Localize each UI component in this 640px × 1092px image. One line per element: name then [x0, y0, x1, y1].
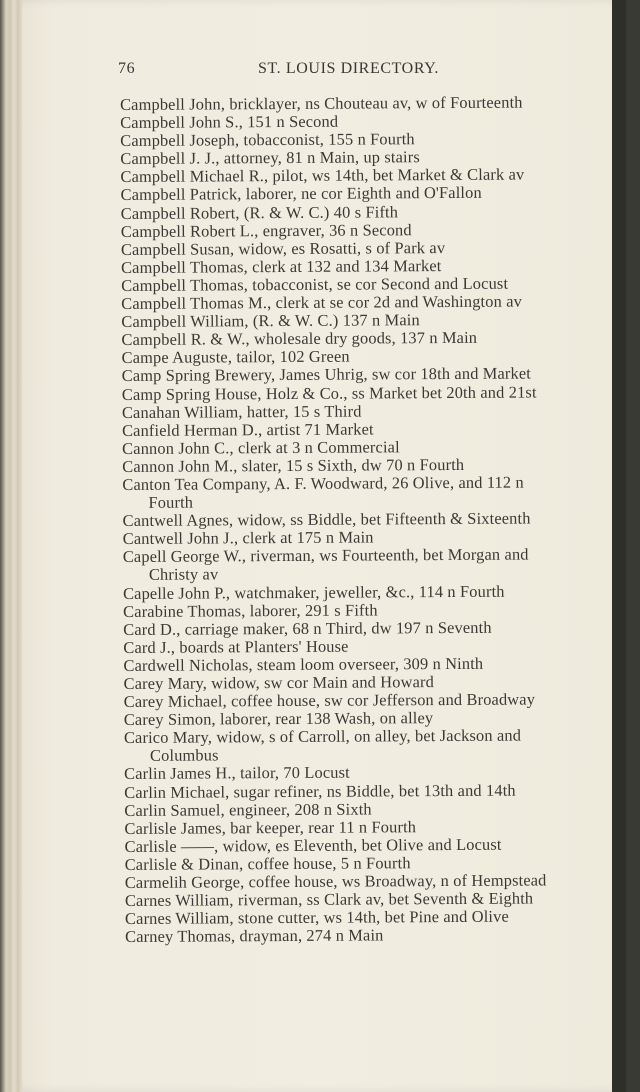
page-right-edge [612, 0, 626, 1092]
directory-entry: Campbell John S., 151 n Second [120, 111, 339, 133]
page-number: 76 [118, 60, 136, 77]
directory-entry: Campbell Thomas, clerk at 132 and 134 Market [120, 255, 442, 277]
directory-entry: Campbell Thomas, tobacconist, se cor Second and Locust [121, 273, 509, 295]
directory-entries [120, 93, 605, 946]
directory-entry: Card J., boards at Planters' House [123, 636, 349, 657]
directory-entry: Carey Simon, laborer, rear 138 Wash, on alley [123, 708, 434, 730]
directory-entry: Campbell Joseph, tobacconist, 155 n Fourth [120, 129, 415, 151]
directory-entry: Canfield Herman D., artist 71 Market [121, 419, 374, 440]
directory-entry-continuation: Christy av [148, 564, 219, 585]
directory-entry: Carlin Michael, sugar refiner, ns Biddle, bet 13th and 14th [124, 780, 516, 802]
directory-entry: Carey Michael, coffee house, sw cor Jefferson and Broadway [123, 689, 536, 712]
directory-entry-continuation: Columbus [149, 745, 219, 766]
directory-entry: Cantwell Agnes, widow, ss Biddle, bet Fifteenth & Sixteenth [122, 508, 531, 531]
directory-entry: Carlisle & Dinan, coffee house, 5 n Fourth [124, 853, 411, 874]
directory-entry: Camp Spring House, Holz & Co., ss Market bet 20th and 21st [121, 381, 537, 404]
directory-entry: Carnes William, stone cutter, ws 14th, bet Pine and Olive [124, 906, 509, 929]
directory-entry: Cantwell John J., clerk at 175 n Main [122, 527, 374, 549]
running-header [118, 60, 578, 84]
directory-entry: Carlin Samuel, engineer, 208 n Sixth [124, 799, 372, 820]
directory-entry: Carlisle ——, widow, es Eleventh, bet Olive and Locust [124, 834, 502, 856]
directory-entry: Carey Mary, widow, sw cor Main and Howard [123, 672, 435, 693]
directory-entry: Canahan William, hatter, 15 s Third [121, 401, 362, 422]
directory-entry: Carnes William, riverman, ss Clark av, bet Seventh & Eighth [124, 888, 534, 911]
directory-entry: Carabine Thomas, laborer, 291 s Fifth [123, 600, 378, 621]
directory-entry: Capelle John P., watchmaker, jeweller, &c., 114 n Fourth [122, 581, 505, 603]
directory-entry: Campbell J. J., attorney, 81 n Main, up stairs [120, 147, 420, 169]
directory-entry: Campbell Robert, (R. & W. C.) 40 s Fifth [120, 201, 399, 223]
directory-entry: Camp Spring Brewery, James Uhrig, sw cor 18th and Market [121, 363, 532, 386]
directory-entry: Card D., carriage maker, 68 n Third, dw 197 n Seventh [123, 617, 492, 639]
directory-entry: Campbell Patrick, laborer, ne cor Eighth and O'Fallon [120, 183, 482, 205]
directory-entry: Campbell Thomas M., clerk at se cor 2d and Washington av [121, 291, 523, 314]
directory-entry: Campbell William, (R. & W. C.) 137 n Main [121, 310, 420, 332]
directory-entry: Canton Tea Company, A. F. Woodward, 26 Olive, and 112 n [122, 472, 524, 494]
directory-entry: Carney Thomas, drayman, 274 n Main [125, 925, 384, 947]
directory-entry: Campbell R. & W., wholesale dry goods, 137 n Main [121, 328, 478, 350]
directory-entry: Cannon John M., slater, 15 s Sixth, dw 70 n Fourth [122, 454, 465, 476]
directory-entry: Carlin James H., tailor, 70 Locust [124, 763, 350, 784]
directory-entry: Capell George W., riverman, ws Fourteenth, bet Morgan and [122, 544, 529, 567]
directory-entry: Cardwell Nicholas, steam loom overseer, 309 n Ninth [123, 653, 484, 675]
directory-entry: Carlisle James, bar keeper, rear 11 n Fourth [124, 816, 417, 838]
directory-entry: Cannon John C., clerk at 3 n Commercial [122, 437, 400, 458]
directory-entry: Campe Auguste, tailor, 102 Green [121, 346, 350, 368]
directory-entry: Campbell Robert L., engraver, 36 n Second [120, 219, 412, 241]
directory-entry: Campbell Michael R., pilot, ws 14th, bet Market & Clark av [120, 164, 525, 187]
directory-entry: Carico Mary, widow, s of Carroll, on alley, bet Jackson and [123, 725, 522, 748]
page-title: ST. LOUIS DIRECTORY. [258, 60, 439, 77]
directory-entry: Campbell Susan, widow, es Rosatti, s of Park av [120, 237, 446, 259]
directory-entry: Campbell John, bricklayer, ns Chouteau av, w of Fourteenth [119, 92, 523, 114]
directory-entry-continuation: Fourth [148, 492, 194, 512]
directory-entry: Carmelih George, coffee house, ws Broadway, n of Hempstead [124, 870, 547, 893]
